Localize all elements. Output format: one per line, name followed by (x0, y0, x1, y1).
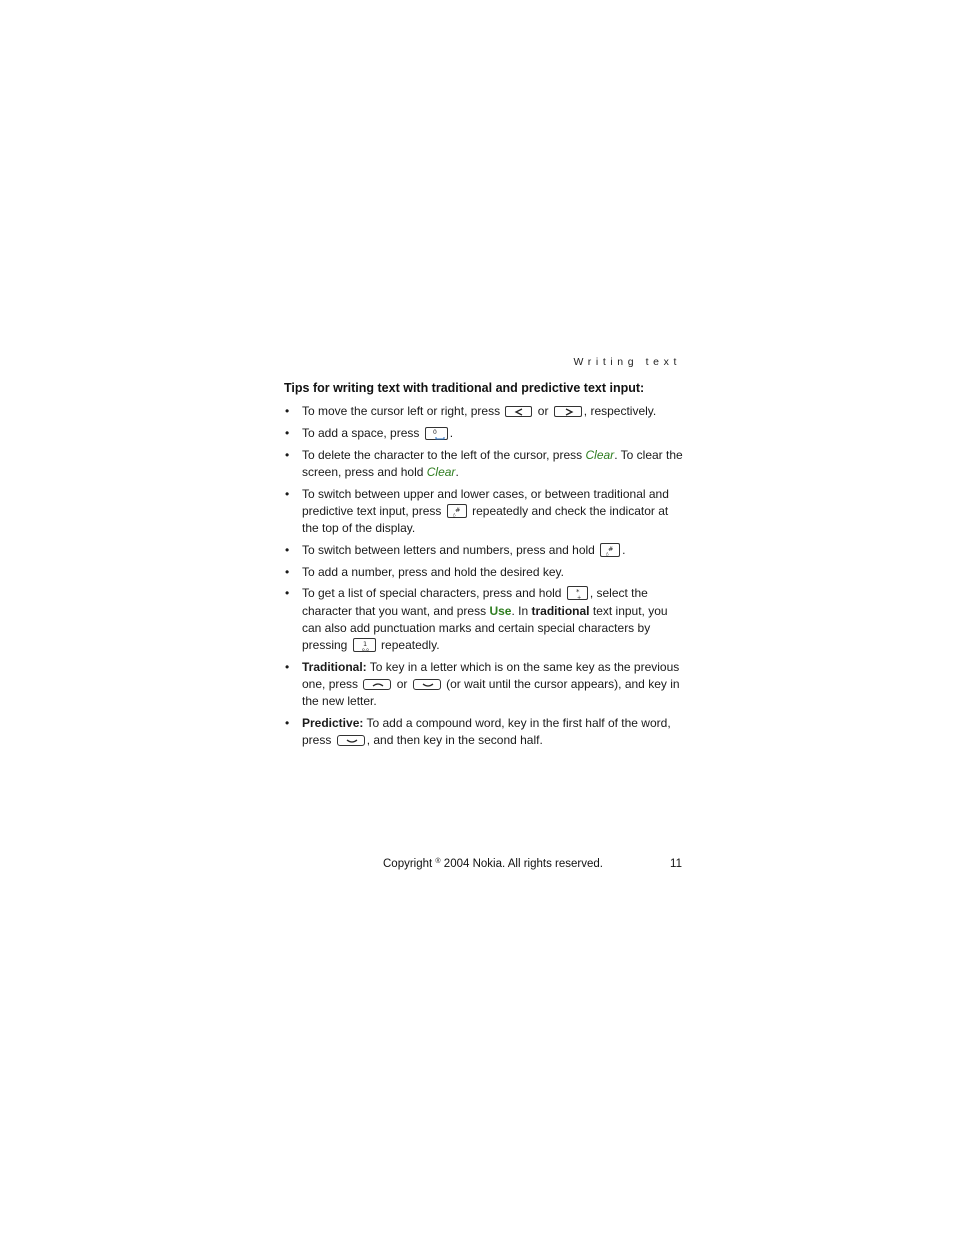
left-arrow-key-icon (505, 406, 532, 417)
hash-key-icon (600, 543, 620, 557)
clear-softkey-label: Clear (426, 464, 456, 479)
one-key-icon (353, 638, 376, 652)
svg-text:+: + (576, 595, 582, 602)
list-item: • To switch between letters and numbers, press and hold # ◊ . (284, 542, 684, 559)
copyright-notice: Copyright ® 2004 Nokia. All rights reserved. (383, 858, 603, 870)
list-item: • To move the cursor left or right, press or , respectively. (284, 403, 684, 420)
list-item: • To switch between upper and lower cases, or between traditional and predictive text input, press # ◊ repeatedly and check the indicator at the top of the display. (284, 486, 684, 538)
svg-text:◊: ◊ (452, 512, 456, 519)
page-number: 11 (670, 858, 682, 870)
list-item: • To add a number, press and hold the desired key. (284, 564, 684, 581)
svg-text:#: # (454, 505, 461, 514)
svg-text:o.o: o.o (361, 648, 369, 653)
svg-text:0: 0 (432, 428, 437, 436)
list-item: • To delete the character to the left of the cursor, press Clear. To clear the screen, press and hold Clear. (284, 447, 684, 481)
scroll-down-key-icon (413, 679, 441, 690)
tips-list (284, 403, 684, 754)
svg-text:#: # (608, 544, 614, 553)
star-key-icon (567, 586, 588, 600)
list-item: • Traditional: To key in a letter which is on the same key as the previous one, press or (or wait until the cursor appears), and key in the new letter. (284, 659, 684, 711)
clear-softkey-label: Clear (585, 447, 615, 462)
section-title: Tips for writing text with traditional and predictive text input: (284, 381, 645, 395)
right-arrow-key-icon (554, 406, 582, 417)
svg-text:◊: ◊ (606, 551, 609, 558)
scroll-down-key-icon (337, 735, 365, 746)
svg-text:*: * (575, 588, 580, 597)
scroll-up-key-icon (363, 679, 391, 690)
running-header: Writing text (573, 356, 681, 368)
list-item: • To get a list of special characters, press and hold * + , select the character that you want, and press Use. In traditional text input, you can also add punctuation marks and certain special characters by pressing 1 o.o repeatedly. (284, 585, 684, 654)
svg-text:1: 1 (362, 640, 367, 648)
zero-space-key-icon (425, 427, 448, 440)
use-softkey-label: Use (489, 603, 512, 618)
hash-key-icon (447, 504, 467, 518)
list-item: • Predictive: To add a compound word, key in the first half of the word, press , and then key in the second half. (284, 715, 684, 749)
list-item: • To add a space, press 0 . (284, 425, 684, 442)
